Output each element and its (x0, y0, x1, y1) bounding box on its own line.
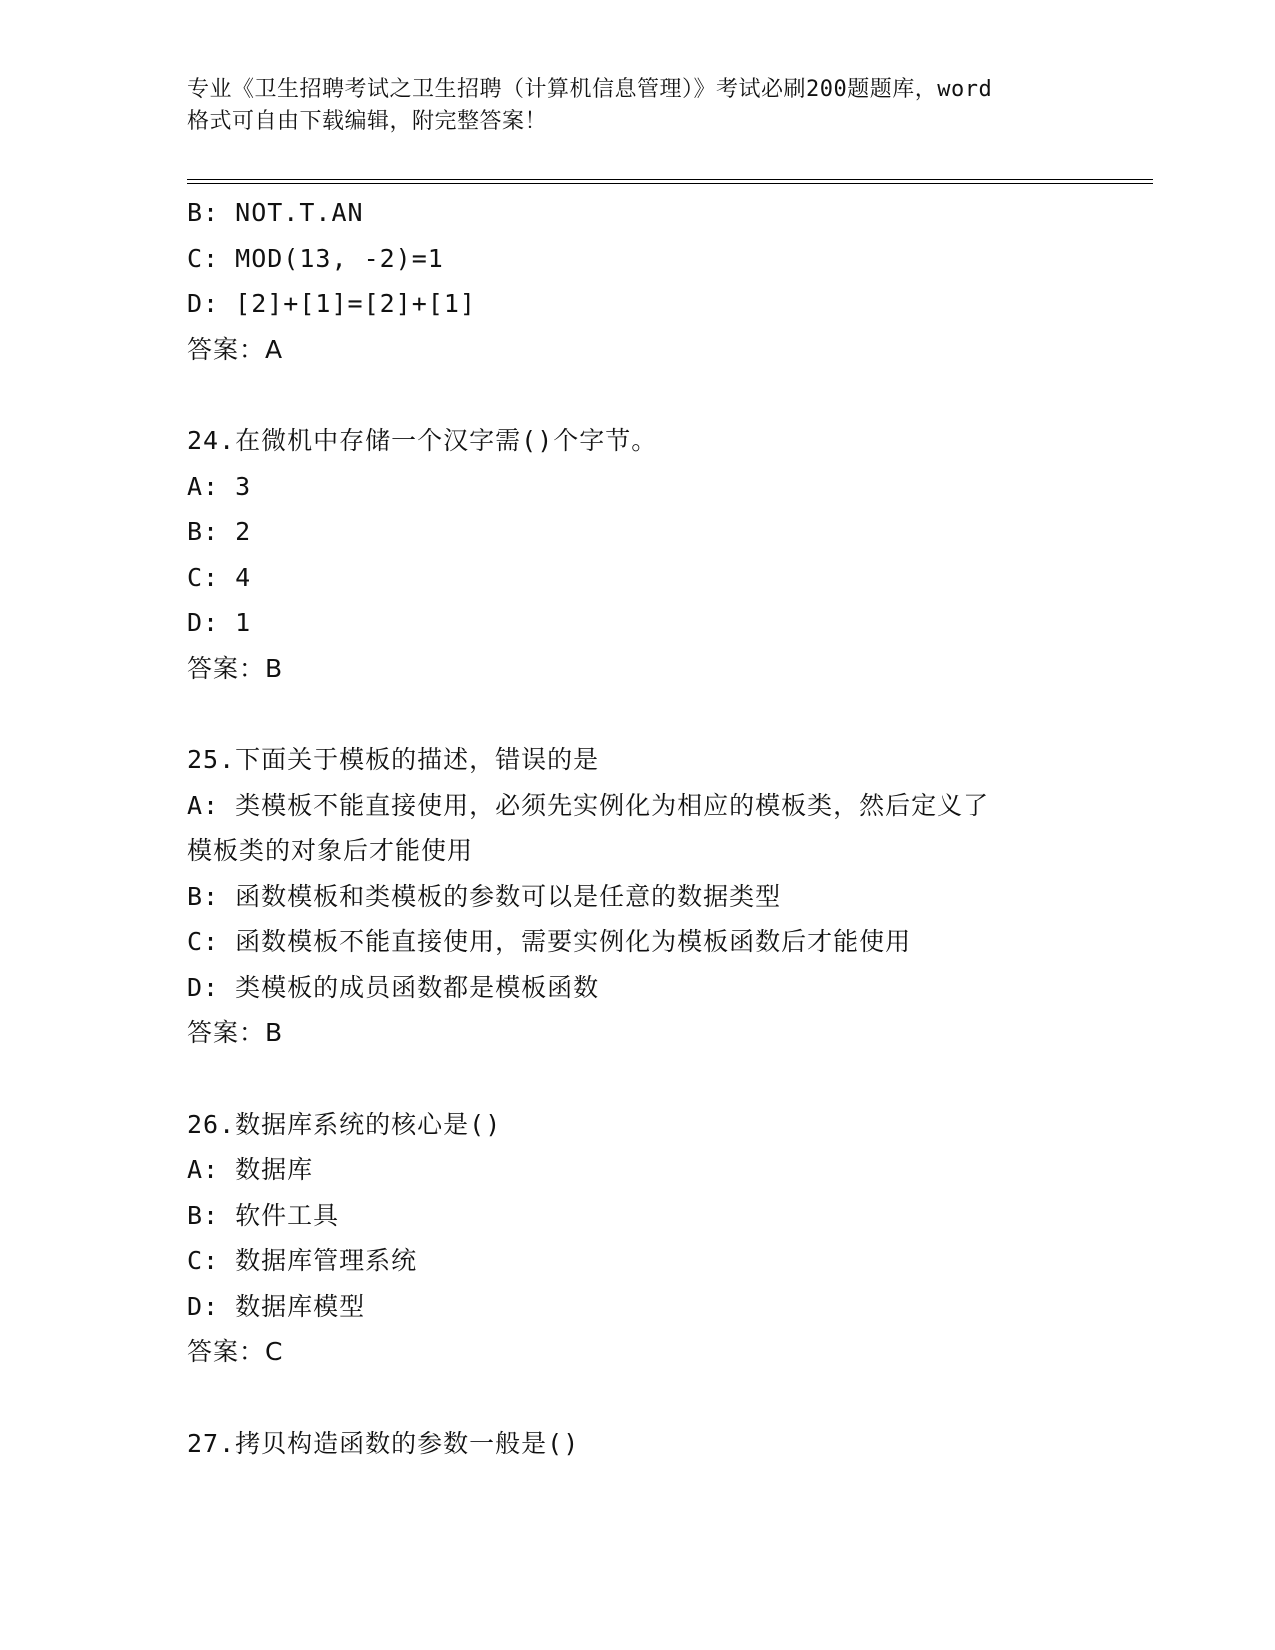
question-text: 26.数据库系统的核心是() (187, 1109, 502, 1139)
option-c: C: 数据库管理系统 (187, 1246, 418, 1275)
option-a: A: 3 (187, 471, 252, 501)
option-b: B: 函数模板和类模板的参数可以是任意的数据类型 (187, 881, 782, 911)
question-list (187, 190, 1087, 1466)
option-d: D: 类模板的成员函数都是模板函数 (187, 972, 600, 1002)
question-block-25 (187, 737, 1087, 1056)
option-d: D: 数据库模型 (187, 1291, 366, 1321)
answer-line: 答案：B (187, 1018, 284, 1047)
question-text: 24.在微机中存储一个汉字需()个字节。 (187, 426, 658, 455)
spacer (187, 1375, 1087, 1421)
option-c: C: 4 (187, 562, 252, 592)
answer-line: 答案：B (187, 653, 284, 683)
header-title-line-2: 格式可自由下载编辑，附完整答案！ (187, 109, 548, 134)
spacer (187, 372, 1087, 418)
option-b: B: NOT.T.AN (187, 198, 364, 227)
option-a: A: 数据库 (187, 1155, 314, 1184)
option-c: C: MOD(13, -2)=1 (187, 243, 444, 273)
question-text: 27.拷贝构造函数的参数一般是() (187, 1428, 580, 1458)
option-b: B: 2 (187, 517, 252, 546)
answer-line: 答案：C (187, 1337, 284, 1366)
option-c: C: 函数模板不能直接使用，需要实例化为模板函数后才能使用 (187, 927, 912, 956)
option-d: D: 1 (187, 608, 252, 637)
question-block-26 (187, 1102, 1087, 1375)
question-block-23 (187, 190, 1087, 372)
option-a-line-2: 模板类的对象后才能使用 (187, 836, 474, 865)
question-block-27 (187, 1421, 1087, 1467)
document-header (187, 74, 1087, 138)
spacer (187, 691, 1087, 737)
header-divider-top (187, 179, 1153, 180)
answer-line: 答案：A (187, 334, 284, 364)
question-block-24 (187, 418, 1087, 691)
option-b: B: 软件工具 (187, 1200, 340, 1230)
question-text: 25.下面关于模板的描述，错误的是 (187, 745, 600, 774)
option-d: D: [2]+[1]=[2]+[1] (187, 289, 476, 318)
spacer (187, 1056, 1087, 1102)
header-title-line-1: 专业《卫生招聘考试之卫生招聘（计算机信息管理）》考试必刷200题题库，word (187, 77, 993, 102)
header-divider-bottom (187, 183, 1153, 184)
option-a-line-1: A: 类模板不能直接使用，必须先实例化为相应的模板类，然后定义了 (187, 790, 990, 820)
